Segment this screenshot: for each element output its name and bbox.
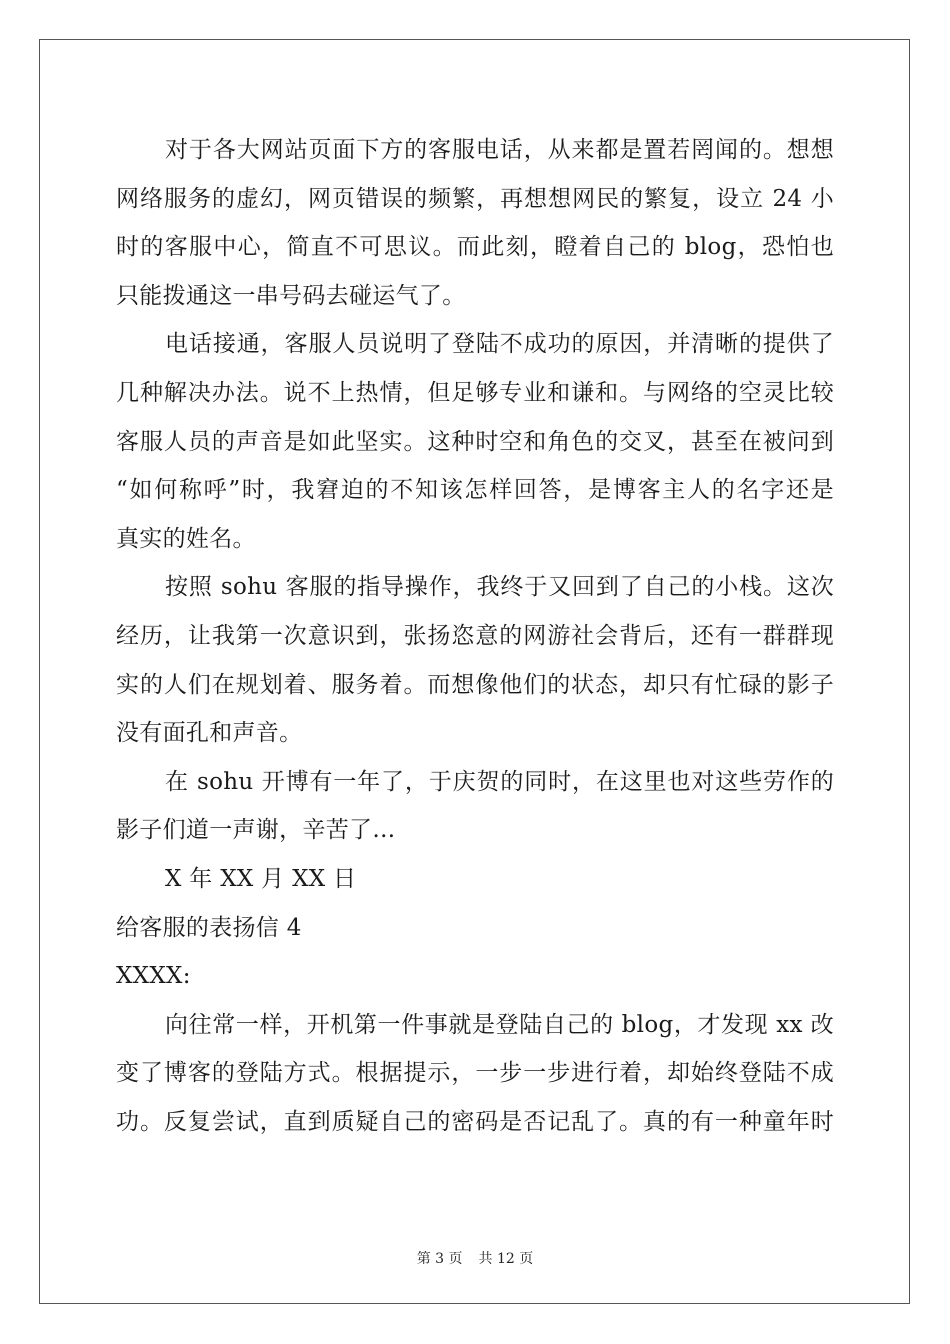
salutation: XXXX: xyxy=(116,963,191,990)
page-footer xyxy=(0,1248,950,1268)
section-title: 给客服的表扬信 4 xyxy=(116,914,302,941)
date-line: X 年 XX 月 XX 日 xyxy=(165,865,357,892)
page-total: 共 12 页 xyxy=(478,1251,534,1267)
paragraph-line: 影子们道一声谢，辛苦了… xyxy=(116,817,396,844)
page-number: 第 3 页 xyxy=(416,1251,463,1267)
paragraph-line: 网络服务的虚幻，网页错误的频繁，再想想网民的繁复，设立 24 小 xyxy=(116,185,834,212)
paragraph-line: 只能拨通这一串号码去碰运气了。 xyxy=(116,282,466,309)
paragraph-line: 对于各大网站页面下方的客服电话，从来都是置若罔闻的。想想 xyxy=(165,137,834,163)
paragraph-line: 变了博客的登陆方式。根据提示，一步一步进行着，却始终登陆不成 xyxy=(116,1060,834,1087)
paragraph-line: 功。反复尝试，直到质疑自己的密码是否记乱了。真的有一种童年时 xyxy=(116,1108,834,1135)
paragraph-line: “如何称呼”时，我窘迫的不知该怎样回答，是博客主人的名字还是 xyxy=(116,477,834,504)
paragraph-line: 时的客服中心，简直不可思议。而此刻，瞪着自己的 blog，恐怕也 xyxy=(116,234,834,261)
document-body xyxy=(116,126,834,1146)
paragraph-line: 经历，让我第一次意识到，张扬恣意的网游社会背后，还有一群群现 xyxy=(116,622,834,649)
paragraph-line: 真实的姓名。 xyxy=(116,525,256,552)
paragraph-line: 几种解决办法。说不上热情，但足够专业和谦和。与网络的空灵比较 xyxy=(116,379,834,406)
paragraph-line: 电话接通，客服人员说明了登陆不成功的原因，并清晰的提供了 xyxy=(165,331,834,358)
paragraph-line: 在 sohu 开博有一年了，于庆贺的同时，在这里也对这些劳作的 xyxy=(165,768,834,795)
paragraph-line: 按照 sohu 客服的指导操作，我终于又回到了自己的小栈。这次 xyxy=(165,574,834,601)
paragraph-line: 向往常一样，开机第一件事就是登陆自己的 blog，才发现 xx 改 xyxy=(165,1011,834,1038)
paragraph-line: 客服人员的声音是如此坚实。这种时空和角色的交叉，甚至在被问到 xyxy=(116,428,834,455)
paragraph-line: 没有面孔和声音。 xyxy=(116,720,303,747)
paragraph-line: 实的人们在规划着、服务着。而想像他们的状态，却只有忙碌的影子 xyxy=(116,671,834,698)
